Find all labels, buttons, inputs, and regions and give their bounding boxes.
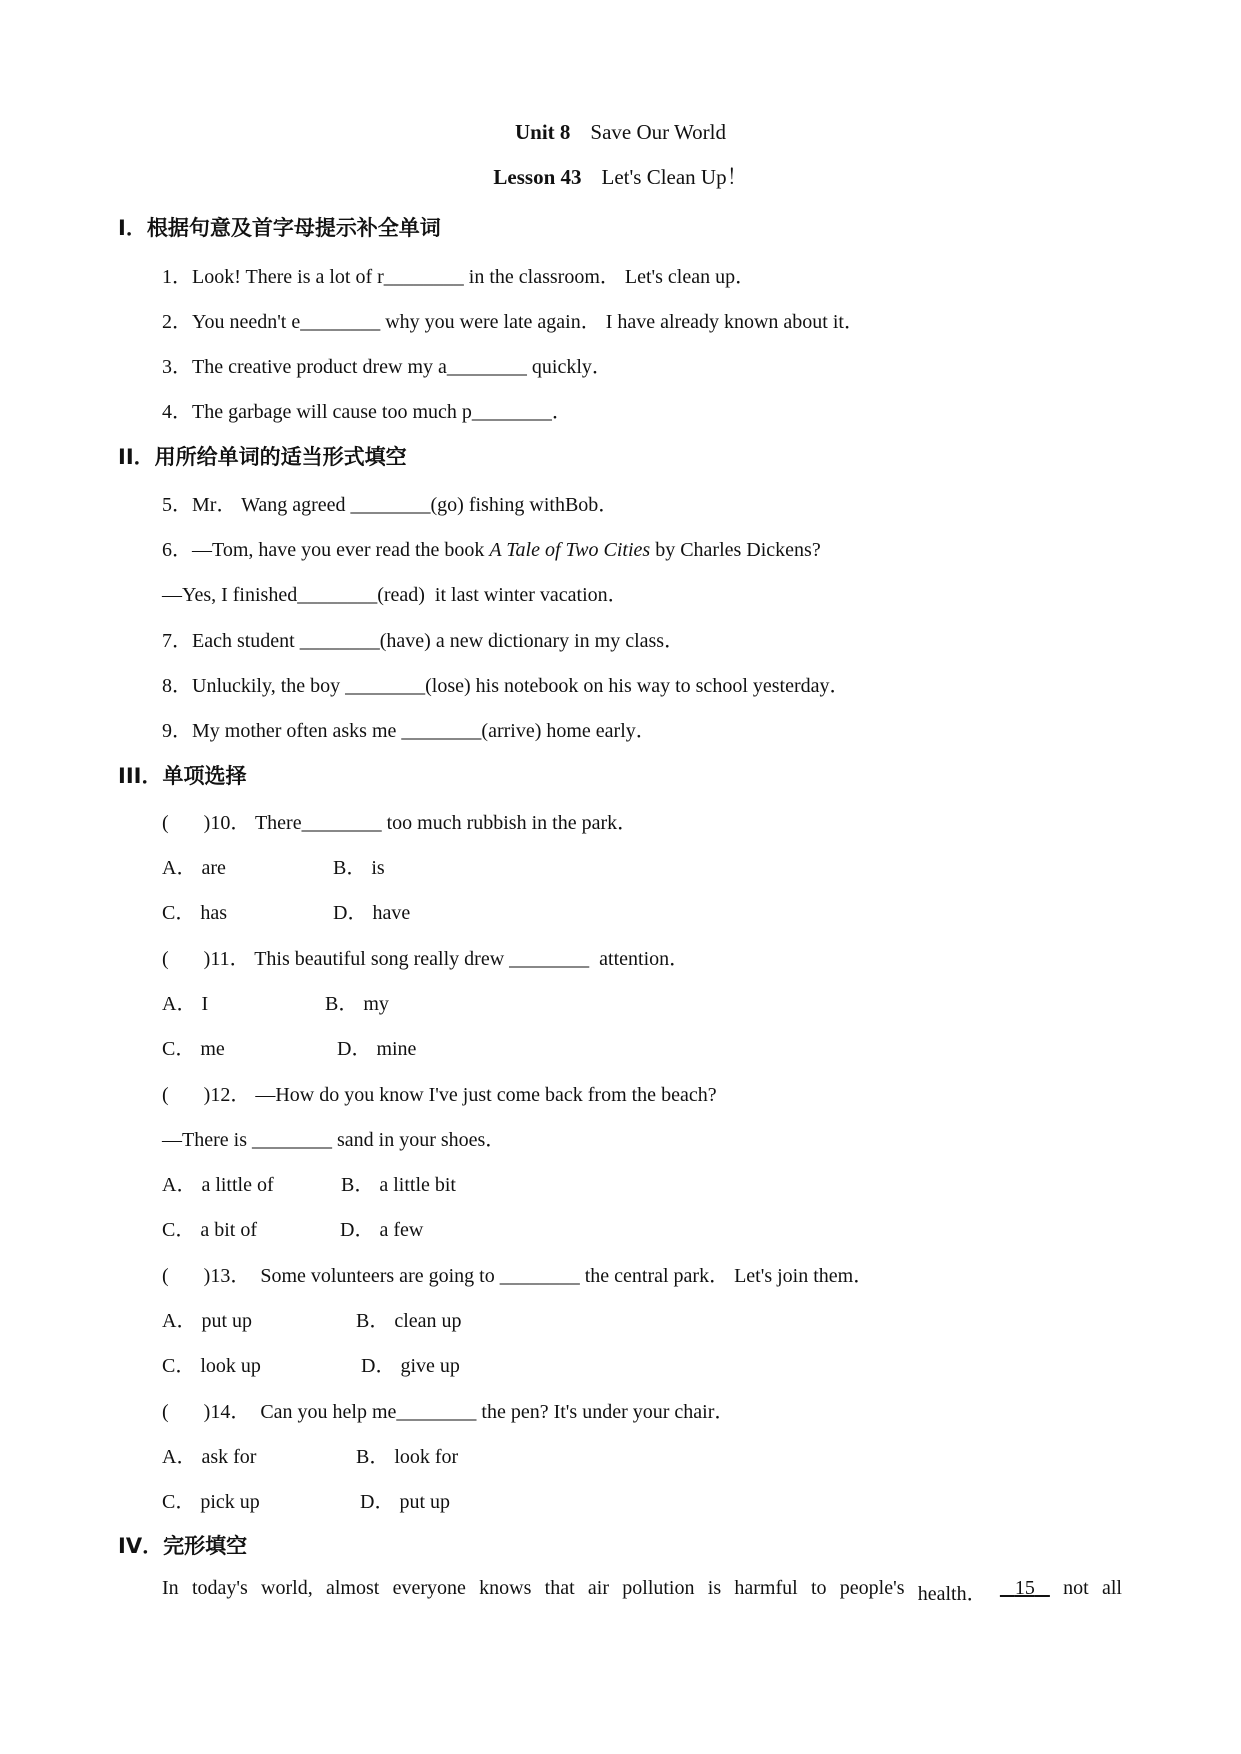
cloze-word: pollution <box>622 1577 695 1599</box>
unit-name: Save Our World <box>590 120 726 144</box>
section-4-heading: IV．完形填空 <box>118 1534 248 1558</box>
question-7: 7．Each student ________(have) a new dictionary in my class． <box>162 630 685 652</box>
cloze-word: not <box>1063 1577 1089 1599</box>
q11-option-b: B． my <box>325 993 389 1015</box>
question-14: ( )14． Can you help me________ the pen? It's under your chair． <box>162 1401 735 1423</box>
question-10: ( )10． There________ too much rubbish in the park． <box>162 812 638 834</box>
cloze-paragraph <box>162 1577 1122 1606</box>
cloze-word: today's <box>191 1577 248 1599</box>
question-2: 2．You needn't e________ why you were late again． I have already known about it． <box>162 311 864 333</box>
question-1: 1．Look! There is a lot of r________ in the classroom． Let's clean up． <box>162 266 756 288</box>
cloze-blank-number: 15 <box>1014 1577 1035 1599</box>
question-4: 4．The garbage will cause too much p________． <box>162 401 572 423</box>
q14-option-b: B． look for <box>356 1446 459 1468</box>
cloze-word: to <box>810 1577 827 1599</box>
cloze-word: people's <box>839 1577 905 1599</box>
section-2-heading: II．用所给单词的适当形式填空 <box>118 445 407 469</box>
question-9: 9．My mother often asks me ________(arrive) home early． <box>162 720 656 742</box>
cloze-word: that <box>544 1577 575 1599</box>
question-12-answer: —There is ________ sand in your shoes． <box>162 1129 506 1151</box>
cloze-word: all <box>1101 1577 1122 1599</box>
question-3: 3．The creative product drew my a________ quickly． <box>162 356 612 378</box>
section-3-heading: III．单项选择 <box>118 764 247 788</box>
question-6-answer: —Yes, I finished________(read) it last winter vacation． <box>162 584 628 606</box>
question-6-suffix: by Charles Dickens? <box>650 539 821 561</box>
question-6 <box>162 533 821 562</box>
q10-option-c: C． has <box>162 902 227 924</box>
lesson-title <box>0 161 1241 191</box>
q12-option-a: A． a little of <box>162 1174 274 1196</box>
q14-option-a: A． ask for <box>162 1446 257 1468</box>
cloze-word: world, <box>261 1577 313 1599</box>
unit-label: Unit 8 <box>514 120 571 144</box>
cloze-word: health． <box>917 1583 987 1605</box>
q11-option-a: A． I <box>162 993 209 1015</box>
question-13: ( )13． Some volunteers are going to ________ the central park． Let's join them． <box>162 1265 874 1287</box>
cloze-word: In <box>162 1577 179 1599</box>
question-12: ( )12． —How do you know I've just come back from the beach? <box>162 1084 717 1106</box>
q11-option-d: D． mine <box>337 1038 417 1060</box>
cloze-blank <box>1000 1577 1050 1606</box>
q13-option-b: B． clean up <box>356 1310 462 1332</box>
q12-option-d: D． a few <box>340 1219 424 1241</box>
q10-option-d: D． have <box>333 902 411 924</box>
q12-option-c: C． a bit of <box>162 1219 257 1241</box>
cloze-word: harmful <box>734 1577 798 1599</box>
cloze-word: almost <box>325 1577 380 1599</box>
book-title: A Tale of Two Cities <box>489 539 651 561</box>
q10-option-b: B． is <box>333 857 385 879</box>
cloze-word: knows <box>479 1577 532 1599</box>
section-1-heading: I．根据句意及首字母提示补全单词 <box>118 216 441 240</box>
q14-option-d: D． put up <box>360 1491 450 1513</box>
q13-option-a: A． put up <box>162 1310 252 1332</box>
unit-title <box>0 120 1241 145</box>
question-8: 8．Unluckily, the boy ________(lose) his notebook on his way to school yesterday． <box>162 675 850 697</box>
lesson-label: Lesson 43 <box>493 165 582 189</box>
question-11: ( )11． This beautiful song really drew ________ attention． <box>162 948 690 970</box>
question-6-prefix: 6．—Tom, have you ever read the book <box>162 539 490 561</box>
q10-option-a: A． are <box>162 857 226 879</box>
question-5: 5．Mr． Wang agreed ________(go) fishing withBob． <box>162 494 619 516</box>
q11-option-c: C． me <box>162 1038 225 1060</box>
q12-option-b: B． a little bit <box>341 1174 456 1196</box>
cloze-word: everyone <box>392 1577 466 1599</box>
cloze-word: is <box>707 1577 722 1599</box>
lesson-name: Let's Clean Up！ <box>601 165 748 189</box>
q14-option-c: C． pick up <box>162 1491 260 1513</box>
cloze-word: air <box>587 1577 609 1599</box>
q13-option-d: D． give up <box>361 1355 460 1377</box>
q13-option-c: C． look up <box>162 1355 261 1377</box>
